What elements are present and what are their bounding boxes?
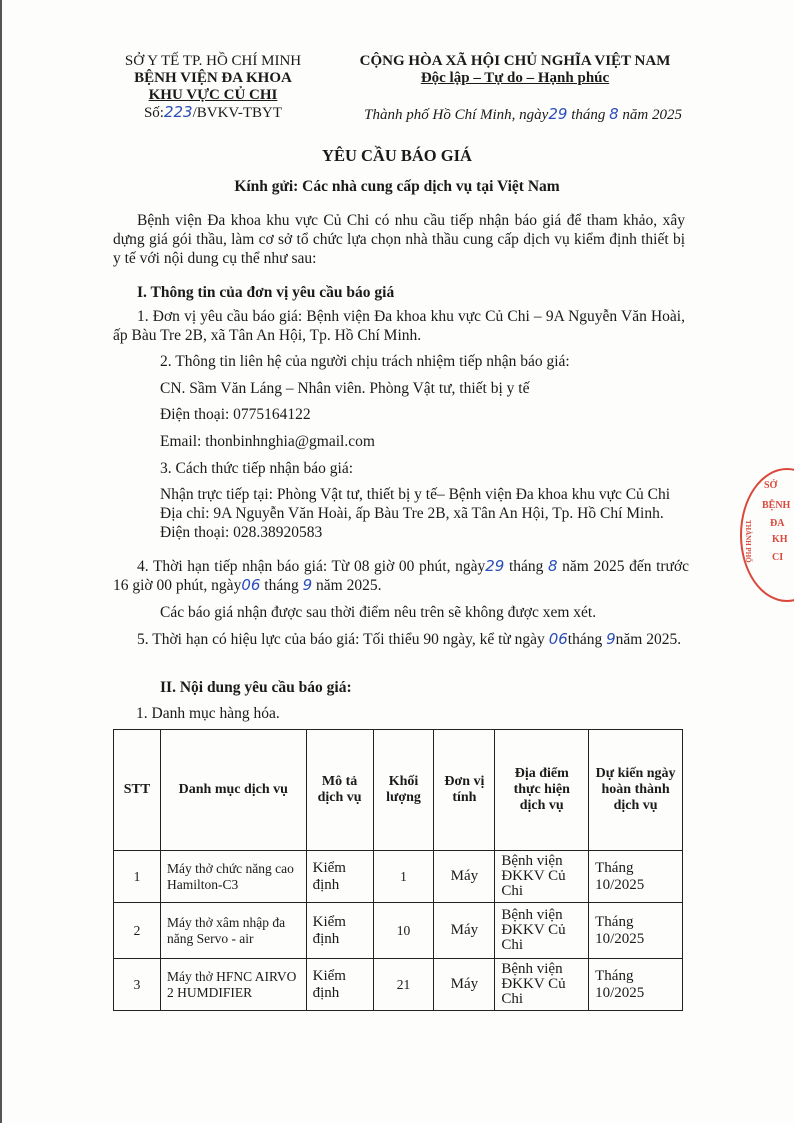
header-quantity: Khối lượng bbox=[373, 730, 434, 851]
date-month: 8 bbox=[609, 105, 619, 123]
section1-heading: I. Thông tin của đơn vị yêu cầu báo giá bbox=[137, 284, 395, 301]
table-header-row bbox=[114, 730, 683, 851]
header-completion: Dự kiến ngày hoàn thành dịch vụ bbox=[589, 730, 683, 851]
number-suffix: /BVKV-TBYT bbox=[192, 105, 283, 121]
stamp-text-1: SỞ bbox=[764, 480, 778, 491]
row-stt: 1 bbox=[114, 851, 161, 903]
contact-name: CN. Sầm Văn Láng – Nhân viên. Phòng Vật tư, thiết bị y tế bbox=[160, 380, 530, 397]
issuer-region bbox=[108, 87, 318, 104]
item4-text-c: năm 2025 đến trước 16 giờ 00 phút, ngày bbox=[113, 558, 690, 594]
item4-text-e: năm 2025. bbox=[316, 577, 382, 594]
row-quantity: 1 bbox=[373, 851, 434, 903]
row-completion: Tháng 10/2025 bbox=[589, 959, 683, 1011]
row-service: Máy thở chức năng cao Hamilton-C3 bbox=[160, 851, 306, 903]
table-row bbox=[114, 851, 683, 903]
row-unit: Máy bbox=[434, 903, 495, 959]
item5-text-c: năm 2025. bbox=[615, 631, 682, 648]
item5-text-a: 5. Thời hạn có hiệu lực của báo giá: Tối thiểu 90 ngày, kể từ ngày bbox=[137, 631, 545, 648]
row-description: Kiểm định bbox=[306, 851, 373, 903]
motto-text: Độc lập – Tự do – Hạnh phúc bbox=[420, 70, 610, 86]
item5-month: 9 bbox=[606, 630, 616, 648]
item4-month2: 9 bbox=[302, 576, 313, 594]
intro-paragraph: Bệnh viện Đa khoa khu vực Củ Chi có nhu cầu tiếp nhận báo giá để tham khảo, xây dựng giá gói thầu, làm cơ sở tổ chức lựa chọn nhà thầu cung cấp dịch vụ kiểm định thiết bị y tế với nội dung cụ thể như sau: bbox=[113, 212, 685, 267]
section2-heading: II. Nội dung yêu cầu báo giá: bbox=[160, 679, 352, 696]
number-prefix: Số: bbox=[143, 105, 164, 121]
row-unit: Máy bbox=[434, 851, 495, 903]
item4-text-a: 4. Thời hạn tiếp nhận báo giá: Từ 08 giờ 00 phút, ngày bbox=[137, 558, 486, 575]
date-year: năm 2025 bbox=[622, 107, 682, 123]
row-location: Bệnh viện ĐKKV Củ Chi bbox=[495, 851, 589, 903]
section1-item3: 3. Cách thức tiếp nhận báo giá: bbox=[160, 460, 354, 477]
row-service: Máy thở xâm nhập đa năng Servo - air bbox=[160, 903, 306, 959]
issuer-hospital: BỆNH VIỆN ĐA KHOA bbox=[134, 70, 292, 86]
document-date bbox=[330, 106, 700, 124]
item5-text-b: tháng bbox=[567, 631, 603, 648]
section1-item2: 2. Thông tin liên hệ của người chịu trách nhiệm tiếp nhận báo giá: bbox=[160, 353, 570, 370]
row-description: Kiểm định bbox=[306, 903, 373, 959]
item4-day1: 29 bbox=[485, 557, 505, 575]
row-stt: 2 bbox=[114, 903, 161, 959]
row-completion: Tháng 10/2025 bbox=[589, 903, 683, 959]
header-stt: STT bbox=[114, 730, 161, 851]
item4-month1: 8 bbox=[548, 557, 558, 575]
contact-email: Email: thonbinhnghia@gmail.com bbox=[160, 433, 375, 450]
issuer-department: SỞ Y TẾ TP. HỒ CHÍ MINH bbox=[124, 53, 302, 69]
country-name: CỘNG HÒA XÃ HỘI CHỦ NGHĨA VIỆT NAM bbox=[359, 53, 671, 69]
row-quantity: 21 bbox=[373, 959, 434, 1011]
row-completion: Tháng 10/2025 bbox=[589, 851, 683, 903]
item5-day: 06 bbox=[548, 630, 568, 648]
stamp-text-2: BỆNH bbox=[762, 500, 791, 511]
row-stt: 3 bbox=[114, 959, 161, 1011]
document-number bbox=[108, 104, 318, 122]
item4-day2: 06 bbox=[241, 576, 261, 594]
date-month-label: tháng bbox=[571, 107, 606, 123]
header-description: Mô tả dịch vụ bbox=[306, 730, 373, 851]
services-table bbox=[113, 729, 683, 1011]
document-title: YÊU CẦU BÁO GIÁ bbox=[322, 146, 472, 165]
stamp-text-4: KH bbox=[772, 534, 788, 545]
national-motto-block bbox=[330, 53, 700, 124]
stamp-text-5: CI bbox=[772, 552, 784, 563]
row-description: Kiểm định bbox=[306, 959, 373, 1011]
section1-item5 bbox=[113, 630, 689, 649]
section1-item1: 1. Đơn vị yêu cầu báo giá: Bệnh viện Đa khoa khu vực Củ Chi – 9A Nguyễn Văn Hoài, ấp Bàu Tre 2B, xã Tân An Hội, Tp. Hồ Chí Minh. bbox=[113, 308, 685, 344]
table-row bbox=[114, 903, 683, 959]
date-day: 29 bbox=[548, 105, 568, 123]
date-prefix: Thành phố Hồ Chí Minh, ngày bbox=[364, 107, 549, 123]
receive-address: Địa chỉ: 9A Nguyễn Văn Hoài, ấp Bàu Tre 2B, xã Tân An Hội, Tp. Hồ Chí Minh. bbox=[160, 505, 664, 522]
table-row bbox=[114, 959, 683, 1011]
row-quantity: 10 bbox=[373, 903, 434, 959]
issuer-block bbox=[108, 53, 318, 122]
header-service: Danh mục dịch vụ bbox=[160, 730, 306, 851]
late-note: Các báo giá nhận được sau thời điểm nêu trên sẽ không được xem xét. bbox=[160, 604, 597, 621]
section2-list-item: 1. Danh mục hàng hóa. bbox=[136, 705, 280, 722]
item4-text-b: tháng bbox=[508, 558, 544, 575]
row-location: Bệnh viện ĐKKV Củ Chi bbox=[495, 959, 589, 1011]
row-unit: Máy bbox=[434, 959, 495, 1011]
hospital-stamp bbox=[740, 468, 794, 602]
stamp-text-6: THÀNH PHỐ bbox=[744, 520, 752, 563]
item4-text-d: tháng bbox=[264, 577, 299, 594]
number-handwritten: 223 bbox=[163, 103, 193, 121]
page-edge bbox=[0, 0, 2, 1123]
stamp-text-3: ĐA bbox=[770, 518, 785, 529]
recipient: Kính gửi: Các nhà cung cấp dịch vụ tại Việt Nam bbox=[234, 178, 560, 195]
row-location: Bệnh viện ĐKKV Củ Chi bbox=[495, 903, 589, 959]
row-service: Máy thở HFNC AIRVO 2 HUMDIFIER bbox=[160, 959, 306, 1011]
issuer-region-text: KHU VỰC CỦ CHI bbox=[148, 87, 278, 103]
receive-location: Nhận trực tiếp tại: Phòng Vật tư, thiết bị y tế– Bệnh viện Đa khoa khu vực Củ Chi bbox=[160, 486, 671, 503]
header-location: Địa điểm thực hiện dịch vụ bbox=[495, 730, 589, 851]
motto bbox=[330, 70, 700, 87]
section1-item4 bbox=[113, 557, 689, 595]
header-unit: Đơn vị tính bbox=[434, 730, 495, 851]
contact-phone: Điện thoại: 0775164122 bbox=[160, 406, 311, 423]
receive-phone: Điện thoại: 028.38920583 bbox=[160, 524, 323, 541]
